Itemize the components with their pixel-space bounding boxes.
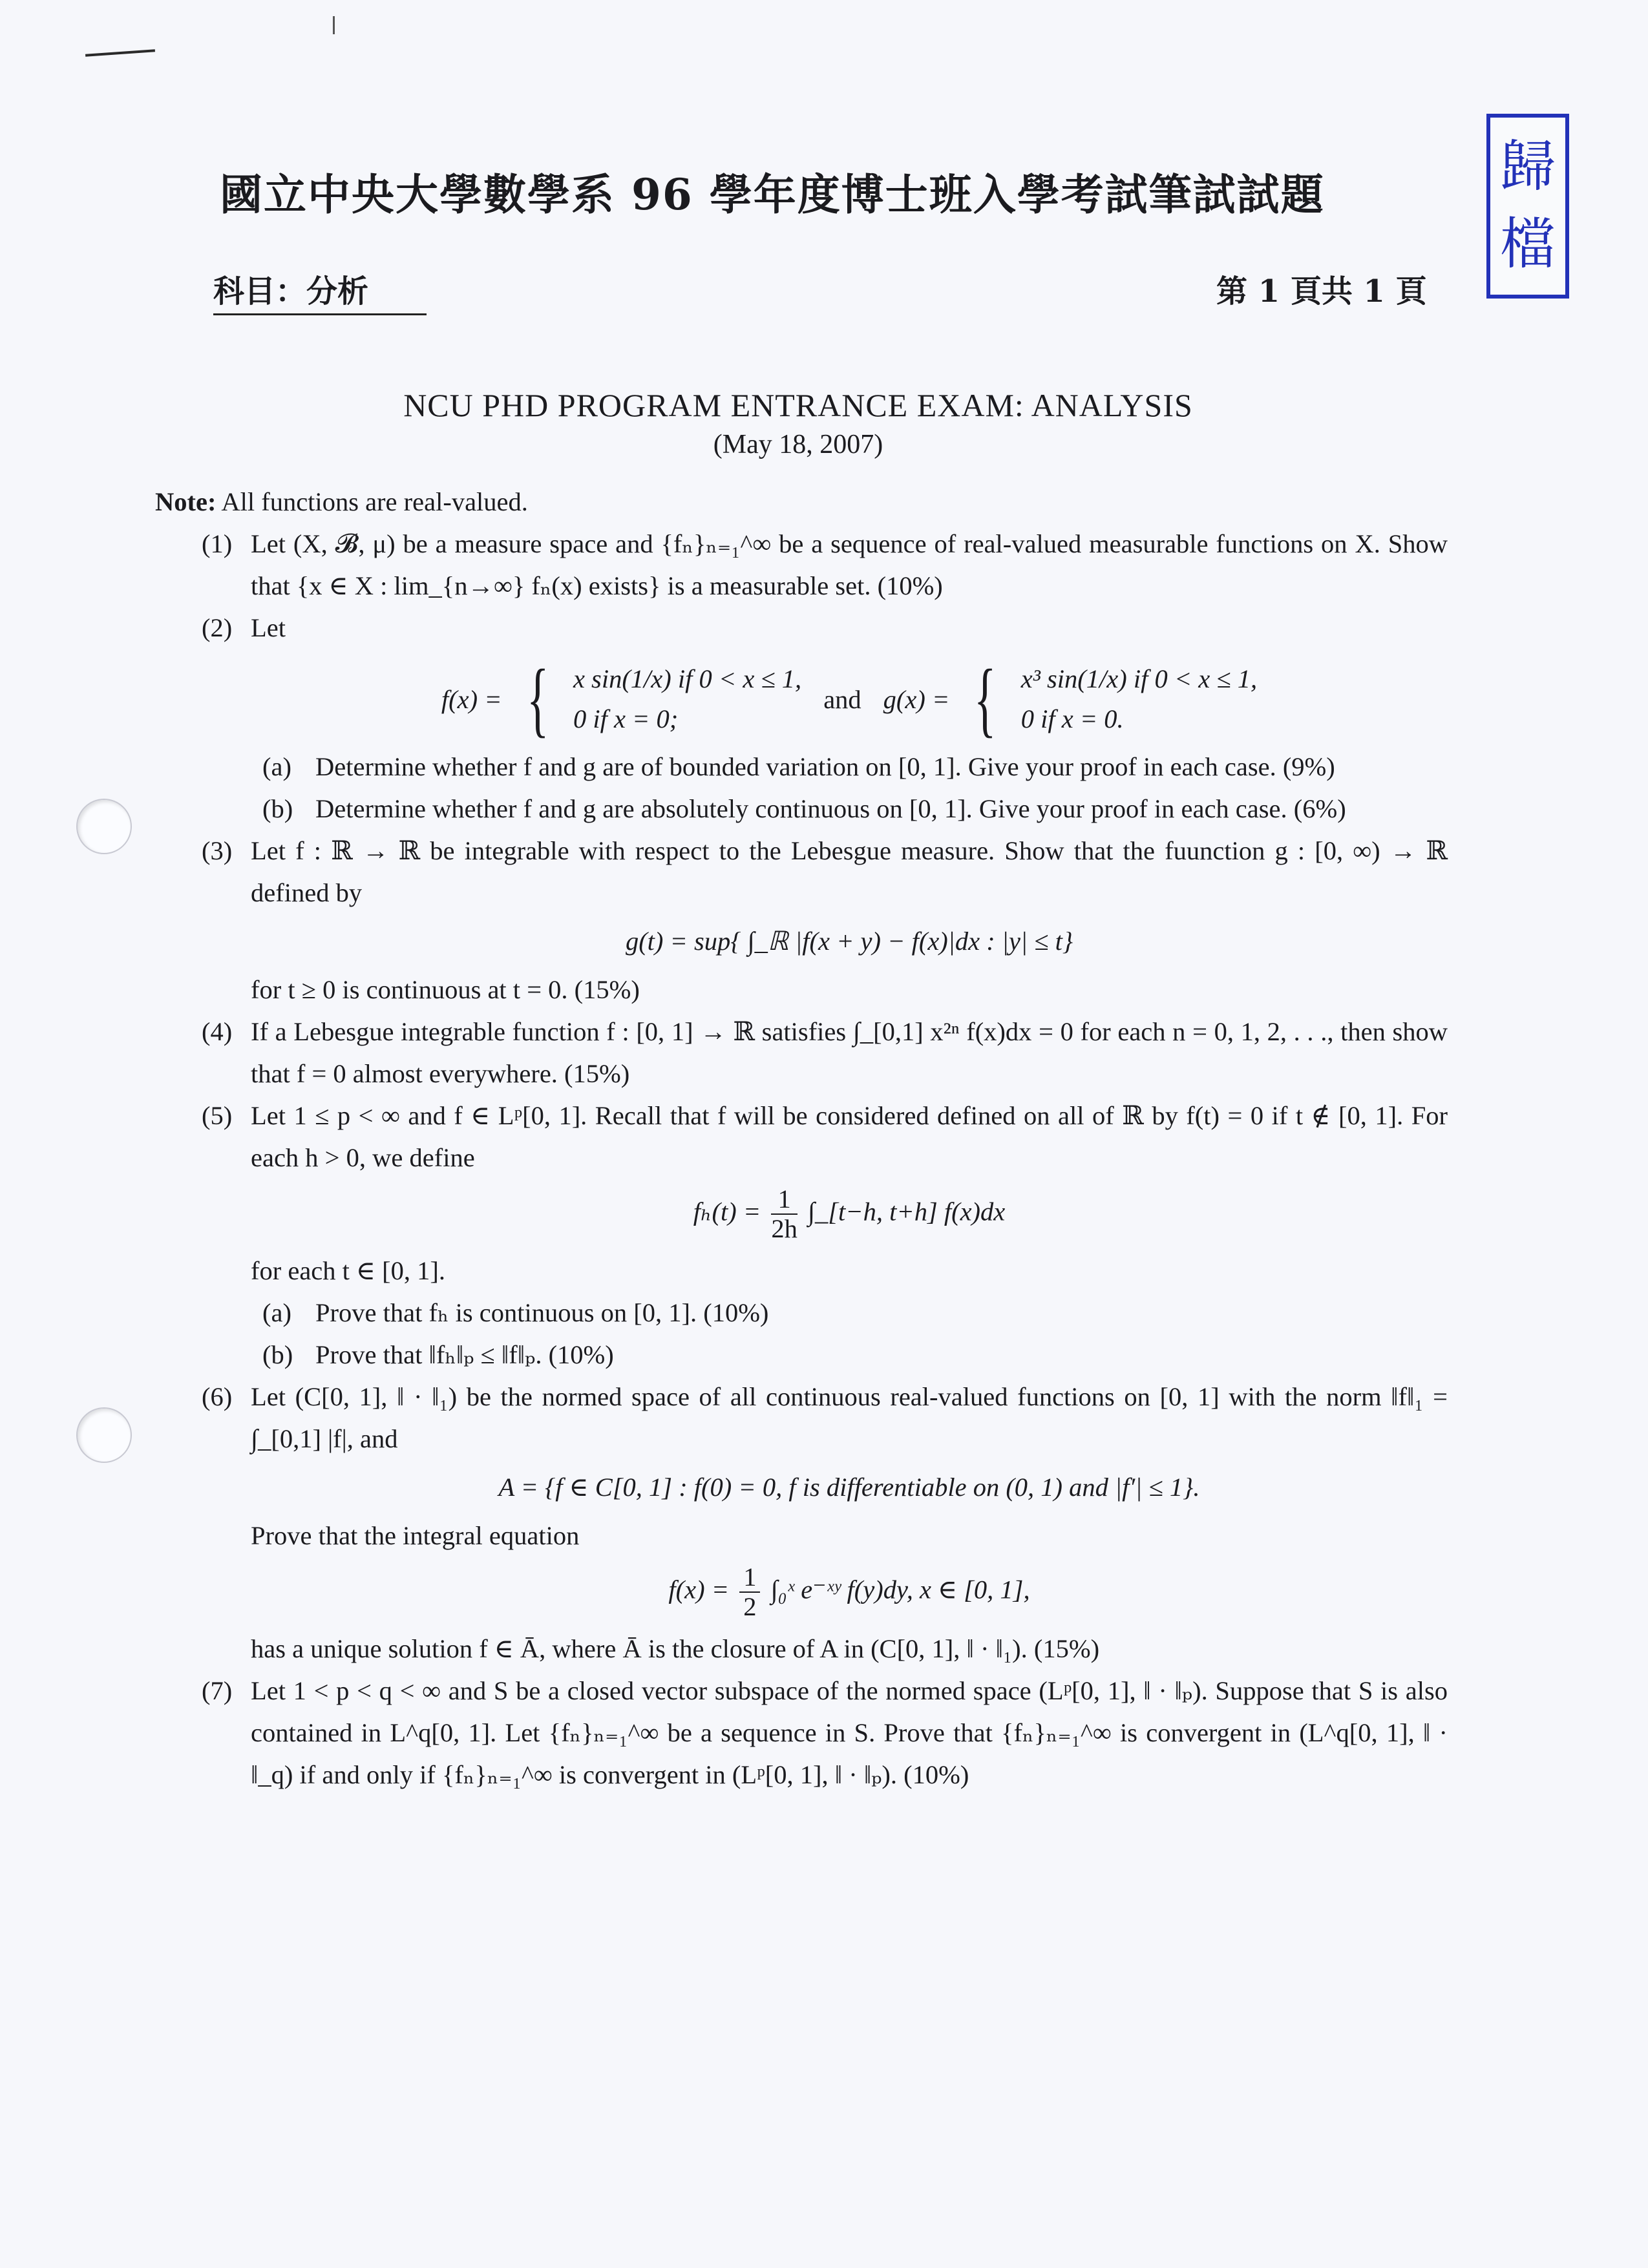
part-label: (b) <box>262 1340 293 1369</box>
problem-number: (7) <box>202 1676 233 1705</box>
exam-title: NCU PHD PROGRAM ENTRANCE EXAM: ANALYSIS <box>403 387 1193 423</box>
problem-text: Let (X, 𝓑, μ) be a measure space and {fₙ}ₙ₌₁^∞ be a sequence of real-valued measurable functions on X. Show that {x ∈ X : lim_{n→∞} fₙ(x) exists} is a measurable set. (10%) <box>251 529 1448 600</box>
exam-body <box>155 481 1448 1796</box>
f-definition-lhs: f(x) = <box>441 684 502 714</box>
problem-2a <box>155 746 1448 788</box>
stamp-char-2: 檔 <box>1500 212 1556 277</box>
problem-text: If a Lebesgue integrable function f : [0, 1] → ℝ satisfies ∫_[0,1] x²ⁿ f(x)dx = 0 for each n = 0, 1, 2, . . ., then show that f = 0 almost everywhere. (15%) <box>251 1017 1448 1088</box>
page-info: 第 1 頁共 1 頁 <box>1216 273 1427 310</box>
problem-number: (3) <box>202 836 233 865</box>
note <box>155 481 1448 523</box>
g-case-2: 0 if x = 0. <box>1020 704 1124 733</box>
fraction <box>771 1185 798 1243</box>
eq-lhs: fₕ(t) = <box>693 1197 761 1226</box>
subject-label: 科目：分析 <box>213 266 427 315</box>
punch-hole-bottom <box>76 1407 132 1463</box>
f-cases <box>573 659 801 739</box>
problem-text: Let 1 ≤ p < ∞ and f ∈ Lᵖ[0, 1]. Recall that f will be considered defined on all of ℝ by f(t) = 0 if t ∉ [0, 1]. For each h > 0, we define <box>251 1101 1448 1172</box>
problem-2b <box>155 788 1448 830</box>
problem-number: (5) <box>202 1101 233 1130</box>
problem-5 <box>155 1095 1448 1292</box>
part-text: Determine whether f and g are absolutely continuous on [0, 1]. Give your proof in each case. (6%) <box>315 794 1346 823</box>
note-text: All functions are real-valued. <box>221 487 528 516</box>
problem-text-after: for each t ∈ [0, 1]. <box>251 1256 445 1285</box>
g-cases <box>1021 659 1257 739</box>
f-case-1: x sin(1/x) if 0 < x ≤ 1, <box>573 664 802 693</box>
eq-rhs: ∫₀ˣ e⁻ˣʸ f(y)dy, x ∈ [0, 1], <box>770 1575 1030 1604</box>
prove-text: Prove that the integral equation <box>251 1521 580 1550</box>
problem-2 <box>155 607 1448 746</box>
problem-6 <box>155 1376 1448 1670</box>
exam-date: (May 18, 2007) <box>713 430 883 459</box>
problem-number: (1) <box>202 529 233 558</box>
problem-text: Let f : ℝ → ℝ be integrable with respect to the Lebesgue measure. Show that the fuunction g : [0, ∞) → ℝ defined by <box>251 836 1448 907</box>
fraction <box>739 1563 760 1621</box>
part-label: (a) <box>262 752 291 781</box>
note-label: Note: <box>155 487 217 516</box>
problem-7 <box>155 1670 1448 1796</box>
archive-stamp <box>1486 114 1569 299</box>
problem-1 <box>155 523 1448 607</box>
problem-text: Let (C[0, 1], ‖ · ‖₁) be the normed space of all continuous real-valued functions on [0, 1] with the norm ‖f‖₁ = ∫_[0,1] |f|, and <box>251 1382 1448 1453</box>
g-case-1: x³ sin(1/x) if 0 < x ≤ 1, <box>1020 664 1258 693</box>
left-brace: { <box>526 653 549 746</box>
problem-4 <box>155 1011 1448 1095</box>
average-equation <box>251 1185 1448 1243</box>
part-label: (a) <box>262 1298 291 1327</box>
fraction-denominator: 2 <box>743 1592 757 1621</box>
chinese-exam-title: 國立中央大學數學系 96 學年度博士班入學考試筆試試題 <box>220 169 1325 220</box>
fraction-denominator: 2h <box>771 1214 798 1243</box>
pen-stroke-mark <box>85 49 155 57</box>
piecewise-definitions <box>251 653 1448 746</box>
part-text: Prove that fₕ is continuous on [0, 1]. (10%) <box>315 1298 769 1327</box>
part-text: Prove that ‖fₕ‖ₚ ≤ ‖f‖ₚ. (10%) <box>315 1340 614 1369</box>
problem-number: (4) <box>202 1017 233 1046</box>
problem-5a <box>155 1292 1448 1334</box>
part-label: (b) <box>262 794 293 823</box>
fraction-numerator: 1 <box>771 1185 798 1215</box>
eq-rhs: ∫_[t−h, t+h] f(x)dx <box>807 1197 1006 1226</box>
fraction-numerator: 1 <box>739 1563 760 1593</box>
left-brace: { <box>974 653 997 746</box>
problem-text: Let 1 < p < q < ∞ and S be a closed vector subspace of the normed space (Lᵖ[0, 1], ‖ · ‖ₚ). Suppose that S is also contained in L^q[0, 1]. Let {fₙ}ₙ₌₁^∞ be a sequence in S. Prove that {fₙ}ₙ₌₁^∞ is convergent in (L^q[0, 1], ‖ · ‖_q) if and only if {fₙ}ₙ₌₁^∞ is convergent in (Lᵖ[0, 1], ‖ · ‖ₚ). (10%) <box>251 1676 1448 1789</box>
eq-lhs: f(x) = <box>668 1575 730 1604</box>
stamp-char-1: 歸 <box>1500 134 1556 199</box>
integral-equation <box>251 1563 1448 1621</box>
problem-5b <box>155 1334 1448 1376</box>
problem-text-after: has a unique solution f ∈ Ā, where Ā is the closure of A in (C[0, 1], ‖ · ‖₁). (15%) <box>251 1634 1100 1663</box>
problem-intro: Let <box>251 613 286 642</box>
scan-tick-mark <box>333 16 335 34</box>
problem-number: (6) <box>202 1382 233 1411</box>
problem-number: (2) <box>202 613 233 642</box>
and-word: and <box>823 684 861 714</box>
part-text: Determine whether f and g are of bounded variation on [0, 1]. Give your proof in each case. (9%) <box>315 752 1335 781</box>
punch-hole-top <box>76 799 132 854</box>
g-sup-equation: g(t) = sup{ ∫_ℝ |f(x + y) − f(x)|dx : |y| ≤ t} <box>625 927 1073 956</box>
f-case-2: 0 if x = 0; <box>573 704 679 733</box>
set-a-definition: A = {f ∈ C[0, 1] : f(0) = 0, f is differentiable on (0, 1) and |f′| ≤ 1}. <box>498 1473 1200 1502</box>
problem-3 <box>155 830 1448 1011</box>
g-definition-lhs: g(x) = <box>883 684 950 714</box>
problem-text-after: for t ≥ 0 is continuous at t = 0. (15%) <box>251 975 640 1004</box>
